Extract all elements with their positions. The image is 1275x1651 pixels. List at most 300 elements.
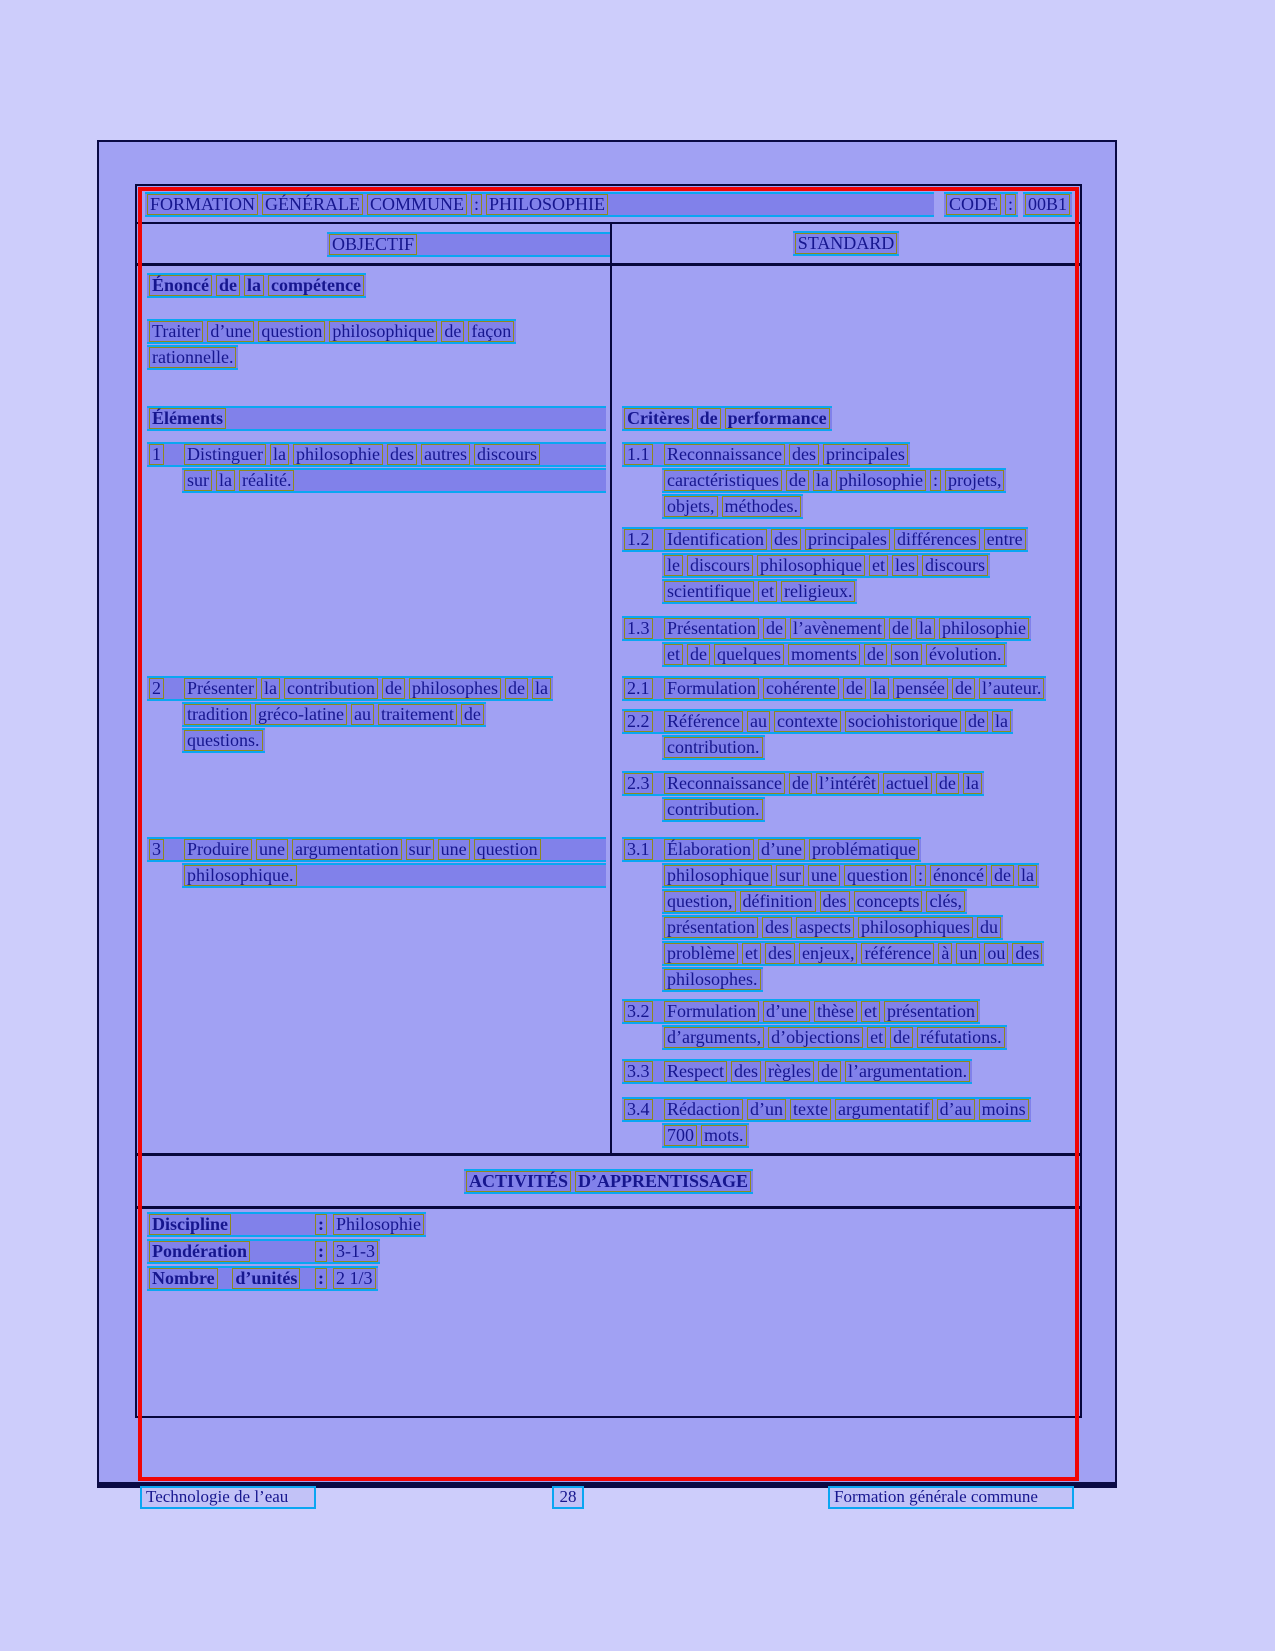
word-box: et xyxy=(869,555,888,576)
word-box: ou xyxy=(984,943,1008,964)
word-box: le xyxy=(664,555,683,576)
table-title-row xyxy=(137,186,1080,224)
line-highlight xyxy=(662,468,1006,493)
critere-3.2-line-2 xyxy=(662,1025,1007,1051)
word-box: Élaboration xyxy=(664,839,754,860)
code-label xyxy=(944,192,1018,217)
word-box: des xyxy=(387,444,417,465)
item-number-cell xyxy=(624,839,664,860)
line-highlight xyxy=(182,702,486,727)
word-box: Reconnaissance xyxy=(664,444,785,465)
item-number-cell xyxy=(624,711,664,732)
critere-2.3-line-2 xyxy=(662,797,765,823)
footer-document-title: Technologie de l’eau xyxy=(140,1486,316,1509)
line-highlight xyxy=(622,676,1046,701)
field-row-nombre-unites xyxy=(147,1266,378,1291)
word-box: Présenter xyxy=(184,678,257,699)
document-panel xyxy=(97,140,1117,1488)
item-number-cell xyxy=(149,839,184,860)
word-box: PHILOSOPHIE xyxy=(486,194,608,215)
word-box: une xyxy=(256,839,288,860)
line-highlight xyxy=(182,863,606,888)
word-box: de xyxy=(952,678,975,699)
word-box: sur xyxy=(184,470,212,491)
word-box: d’arguments, xyxy=(664,1027,764,1048)
line-highlight xyxy=(182,728,265,753)
item-number-cell xyxy=(624,1099,664,1120)
objectif-column xyxy=(137,266,612,1153)
line-highlight xyxy=(662,579,857,604)
word-box: d’unités xyxy=(232,1268,300,1289)
word-box: de xyxy=(461,704,484,725)
word-box: texte xyxy=(790,1099,831,1120)
word-box: CODE xyxy=(946,194,1001,215)
word-box: quelques xyxy=(714,644,784,665)
word-box: de xyxy=(786,470,809,491)
word-box: la xyxy=(244,275,264,296)
line-highlight xyxy=(662,797,765,822)
word-box: la xyxy=(270,444,289,465)
word-box: Éléments xyxy=(149,408,226,429)
field-label xyxy=(149,1241,327,1262)
standard-column xyxy=(612,266,1080,1153)
word-box: gréco-latine xyxy=(255,704,347,725)
word-box: évolution. xyxy=(926,644,1005,665)
word-box: question, xyxy=(664,891,736,912)
word-box: caractéristiques xyxy=(664,470,782,491)
word-box: Pondération xyxy=(149,1241,250,1262)
word-box: GÉNÉRALE xyxy=(262,194,363,215)
word-box: Identification xyxy=(664,529,767,550)
word-box: 00B1 xyxy=(1025,194,1070,215)
word-box: réalité. xyxy=(239,470,294,491)
field-row-discipline xyxy=(147,1212,426,1237)
line-highlight xyxy=(147,406,606,431)
word-box: façon xyxy=(468,321,514,342)
word-box: l’auteur. xyxy=(979,678,1044,699)
word-box: règles xyxy=(765,1061,814,1082)
word-box: problème xyxy=(664,943,738,964)
word-box: philosophiques xyxy=(858,917,973,938)
word-box: de xyxy=(789,773,812,794)
item-number-cell xyxy=(624,529,664,550)
element-2-line-2 xyxy=(182,702,486,728)
enonce-line-1 xyxy=(147,319,516,345)
word-box: mots. xyxy=(701,1125,747,1146)
word-box: les xyxy=(892,555,918,576)
word-box: philosophes xyxy=(409,678,501,699)
critere-1.1-line-3 xyxy=(662,494,803,520)
word-box: et xyxy=(758,581,777,602)
item-number: 1.2 xyxy=(624,529,653,550)
critere-1.2-line-1 xyxy=(622,527,1028,553)
word-box: des xyxy=(820,891,850,912)
word-box: enjeux, xyxy=(799,943,857,964)
word-box: et xyxy=(664,644,683,665)
word-box: : xyxy=(930,470,941,491)
criteres-heading xyxy=(622,406,832,432)
word-box: des xyxy=(789,444,819,465)
standard-header-cell xyxy=(612,224,1080,263)
word-box: tradition xyxy=(184,704,251,725)
word-box: Référence xyxy=(664,711,743,732)
item-number-cell xyxy=(149,444,184,465)
word-box: philosophie xyxy=(939,618,1029,639)
item-number-cell xyxy=(624,773,664,794)
line-highlight xyxy=(662,941,1044,966)
word-box: de xyxy=(216,275,240,296)
word-box: contribution. xyxy=(664,737,763,758)
critere-3.1-line-1 xyxy=(622,837,921,863)
word-box: aspects xyxy=(796,917,854,938)
line-highlight xyxy=(622,771,984,796)
word-box: la xyxy=(963,773,982,794)
word-box: argumentation xyxy=(292,839,402,860)
word-box: de xyxy=(697,408,721,429)
line-highlight xyxy=(147,676,553,701)
column-header-objectif xyxy=(327,232,610,257)
line-highlight xyxy=(662,642,1007,667)
word-box: : xyxy=(315,1214,327,1235)
word-box: présentation xyxy=(884,1001,978,1022)
word-box: argumentatif xyxy=(835,1099,933,1120)
word-box: concepts xyxy=(854,891,923,912)
item-number-cell xyxy=(624,618,664,639)
word-box: contribution xyxy=(284,678,378,699)
item-number: 2.2 xyxy=(624,711,653,732)
word-box: à xyxy=(938,943,952,964)
word-box: la xyxy=(813,470,832,491)
item-number: 3.3 xyxy=(624,1061,653,1082)
word-box: différences xyxy=(894,529,980,550)
word-box: l’intérêt xyxy=(816,773,879,794)
word-box: : xyxy=(315,1241,327,1262)
word-box: de xyxy=(965,711,988,732)
line-highlight xyxy=(662,1123,749,1148)
word-box: des xyxy=(1012,943,1042,964)
word-box: Distinguer xyxy=(184,444,266,465)
word-box: d’un xyxy=(747,1099,786,1120)
activites-heading xyxy=(464,1169,753,1194)
field-value: 2 1/3 xyxy=(333,1268,376,1289)
item-number: 3 xyxy=(149,839,164,860)
word-box: de xyxy=(382,678,405,699)
critere-2.2-line-1 xyxy=(622,709,1013,735)
word-box: de xyxy=(890,1027,913,1048)
word-box: Nombre xyxy=(149,1268,218,1289)
word-box: rationnelle. xyxy=(149,347,236,368)
critere-2.3-line-1 xyxy=(622,771,984,797)
item-number: 1.1 xyxy=(624,444,653,465)
word-box: sur xyxy=(406,839,434,860)
objectif-header-cell xyxy=(137,224,612,263)
word-box: Reconnaissance xyxy=(664,773,785,794)
word-box: : xyxy=(1005,194,1016,215)
item-number: 2.3 xyxy=(624,773,653,794)
item-number: 3.4 xyxy=(624,1099,653,1120)
word-box: Formulation xyxy=(664,1001,759,1022)
word-box: Traiter xyxy=(149,321,203,342)
course-code xyxy=(939,192,1072,217)
line-highlight xyxy=(147,273,366,298)
word-box: philosophie xyxy=(293,444,383,465)
word-box: un xyxy=(956,943,980,964)
word-box: : xyxy=(915,865,926,886)
item-number: 2 xyxy=(149,678,164,699)
critere-3.1-line-5 xyxy=(662,941,1044,967)
word-box: et xyxy=(867,1027,886,1048)
word-box: d’une xyxy=(758,839,805,860)
field-label xyxy=(149,1268,327,1289)
word-box: au xyxy=(747,711,770,732)
word-box: la xyxy=(870,678,889,699)
word-box: question xyxy=(474,839,541,860)
word-box: de xyxy=(889,618,912,639)
word-box: discours xyxy=(687,555,753,576)
line-highlight xyxy=(147,1239,380,1264)
word-box: philosophie xyxy=(836,470,926,491)
item-number: 3.1 xyxy=(624,839,653,860)
word-box: entre xyxy=(984,529,1026,550)
word-box: religieux. xyxy=(781,581,855,602)
word-box: Formulation xyxy=(664,678,759,699)
word-box: des xyxy=(765,943,795,964)
word-box: thèse xyxy=(814,1001,857,1022)
word-box: d’objections xyxy=(768,1027,863,1048)
word-box: et xyxy=(861,1001,880,1022)
item-number-cell xyxy=(624,444,664,465)
word-box: philosophique. xyxy=(184,865,297,886)
line-highlight xyxy=(662,494,803,519)
word-box: moins xyxy=(979,1099,1029,1120)
word-box: principales xyxy=(805,529,890,550)
critere-3.4-line-1 xyxy=(622,1097,1031,1123)
word-box: méthodes. xyxy=(722,496,802,517)
enonce-line-2 xyxy=(147,345,238,371)
word-box: questions. xyxy=(184,730,263,751)
word-box: d’au xyxy=(937,1099,975,1120)
word-box: actuel xyxy=(883,773,932,794)
word-box: projets, xyxy=(945,470,1005,491)
word-box: Respect xyxy=(664,1061,727,1082)
word-box: ACTIVITÉS xyxy=(466,1171,571,1192)
word-box: de xyxy=(763,618,786,639)
objectif-header-line xyxy=(327,232,610,258)
word-box: référence xyxy=(861,943,934,964)
word-box: moments xyxy=(788,644,860,665)
footer-page-number: 28 xyxy=(552,1486,584,1509)
word-box: 700 xyxy=(664,1125,697,1146)
item-number-cell xyxy=(624,678,664,699)
word-box: Énoncé xyxy=(149,275,212,296)
word-box: performance xyxy=(725,408,830,429)
code-value xyxy=(1023,192,1072,217)
critere-1.3-line-2 xyxy=(662,642,1007,668)
word-box: la xyxy=(916,618,935,639)
word-box: philosophique xyxy=(664,865,772,886)
word-box: clés, xyxy=(926,891,964,912)
item-number-cell xyxy=(624,1061,664,1082)
line-highlight xyxy=(662,553,990,578)
word-box: principales xyxy=(823,444,908,465)
word-box: Produire xyxy=(184,839,252,860)
line-highlight xyxy=(662,889,967,914)
word-box: discours xyxy=(922,555,988,576)
word-box: des xyxy=(762,917,792,938)
enonce-heading xyxy=(147,273,366,299)
item-number: 3.2 xyxy=(624,1001,653,1022)
word-box: la xyxy=(261,678,280,699)
course-table xyxy=(135,184,1082,1418)
word-box: : xyxy=(471,194,482,215)
word-box: l’argumentation. xyxy=(845,1061,970,1082)
word-box: une xyxy=(438,839,470,860)
word-box: Présentation xyxy=(664,618,759,639)
word-box: énoncé xyxy=(930,865,987,886)
line-highlight xyxy=(147,837,606,862)
field-label xyxy=(149,1214,327,1235)
word-box: de xyxy=(864,644,887,665)
word-box: des xyxy=(771,529,801,550)
word-box: des xyxy=(731,1061,761,1082)
critere-3.4-line-2 xyxy=(662,1123,749,1149)
word-box: FORMATION xyxy=(147,194,258,215)
word-box: définition xyxy=(740,891,816,912)
critere-3.1-line-3 xyxy=(662,889,967,915)
column-header-standard xyxy=(793,231,900,256)
word-box: compétence xyxy=(268,275,364,296)
line-highlight xyxy=(622,527,1028,552)
word-box: objets, xyxy=(664,496,718,517)
element-3-line-1 xyxy=(147,837,606,863)
line-highlight xyxy=(662,1025,1007,1050)
critere-1.1-line-2 xyxy=(662,468,1006,494)
line-highlight xyxy=(622,709,1013,734)
item-number-cell xyxy=(149,678,184,699)
word-box: une xyxy=(808,865,840,886)
word-box: de xyxy=(936,773,959,794)
word-box: D’APPRENTISSAGE xyxy=(575,1171,751,1192)
line-highlight xyxy=(182,468,606,493)
element-2-line-3 xyxy=(182,728,265,754)
line-highlight xyxy=(662,915,1003,940)
word-box: la xyxy=(216,470,235,491)
word-box: philosophique xyxy=(757,555,865,576)
critere-1.2-line-2 xyxy=(662,553,990,579)
course-title xyxy=(145,192,934,217)
column-header-row xyxy=(137,224,1080,266)
word-box: d’une xyxy=(763,1001,810,1022)
line-highlight xyxy=(622,837,921,862)
word-box: contexte xyxy=(774,711,841,732)
activites-row xyxy=(137,1156,1080,1209)
word-box: question xyxy=(844,865,911,886)
item-number: 1.3 xyxy=(624,618,653,639)
line-highlight xyxy=(622,1097,1031,1122)
word-box: problématique xyxy=(809,839,919,860)
word-box: sur xyxy=(776,865,804,886)
word-box: traitement xyxy=(378,704,457,725)
word-box: de xyxy=(818,1061,841,1082)
critere-1.3-line-1 xyxy=(622,616,1031,642)
word-box: OBJECTIF xyxy=(329,234,417,255)
item-number: 2.1 xyxy=(624,678,653,699)
item-number: 1 xyxy=(149,444,164,465)
word-box: discours xyxy=(474,444,540,465)
critere-3.3-line-1 xyxy=(622,1059,972,1085)
critere-1.2-line-3 xyxy=(662,579,857,605)
word-box: sociohistorique xyxy=(845,711,961,732)
word-box: et xyxy=(742,943,761,964)
line-highlight xyxy=(147,442,606,467)
word-box: réfutations. xyxy=(917,1027,1004,1048)
line-highlight xyxy=(622,1059,972,1084)
word-box: question xyxy=(258,321,325,342)
line-highlight xyxy=(622,999,980,1024)
critere-2.1-line-1 xyxy=(622,676,1046,702)
footer-section-title: Formation générale commune xyxy=(828,1486,1074,1509)
word-box: de xyxy=(505,678,528,699)
critere-3.2-line-1 xyxy=(622,999,980,1025)
line-highlight xyxy=(147,319,516,344)
word-box: d’une xyxy=(207,321,254,342)
field-value: 3-1-3 xyxy=(333,1241,378,1262)
line-highlight xyxy=(662,735,765,760)
word-box: cohérente xyxy=(763,678,839,699)
word-box: autres xyxy=(421,444,470,465)
word-box: Rédaction xyxy=(664,1099,743,1120)
element-3-line-2 xyxy=(182,863,606,889)
word-box: au xyxy=(351,704,374,725)
item-number-cell xyxy=(624,1001,664,1022)
word-box: scientifique xyxy=(664,581,754,602)
critere-2.2-line-2 xyxy=(662,735,765,761)
word-box: présentation xyxy=(664,917,758,938)
line-highlight xyxy=(662,967,763,992)
word-box: philosophes. xyxy=(664,969,761,990)
element-1-line-1 xyxy=(147,442,606,468)
word-box: Critères xyxy=(624,408,693,429)
word-box: de xyxy=(843,678,866,699)
word-box: du xyxy=(977,917,1001,938)
element-1-line-2 xyxy=(182,468,606,494)
field-row-ponderation xyxy=(147,1239,380,1264)
line-highlight xyxy=(622,442,910,467)
word-box: l’avènement xyxy=(790,618,885,639)
line-highlight xyxy=(662,863,1039,888)
discipline-section xyxy=(137,1209,1080,1416)
word-box: de xyxy=(687,644,710,665)
word-box: son xyxy=(891,644,922,665)
word-box: philosophique xyxy=(329,321,437,342)
word-box: pensée xyxy=(893,678,948,699)
critere-3.1-line-6 xyxy=(662,967,763,993)
critere-3.1-line-2 xyxy=(662,863,1039,889)
line-highlight xyxy=(147,1266,378,1291)
line-highlight xyxy=(622,616,1031,641)
word-box: : xyxy=(315,1268,327,1289)
line-highlight xyxy=(147,345,238,370)
word-box: la xyxy=(1018,865,1037,886)
table-body-row xyxy=(137,266,1080,1156)
line-highlight xyxy=(622,406,832,431)
line-highlight xyxy=(147,1212,426,1237)
element-2-line-1 xyxy=(147,676,553,702)
word-box: de xyxy=(441,321,464,342)
word-box: contribution. xyxy=(664,799,763,820)
field-value: Philosophie xyxy=(333,1214,424,1235)
word-box: la xyxy=(992,711,1011,732)
